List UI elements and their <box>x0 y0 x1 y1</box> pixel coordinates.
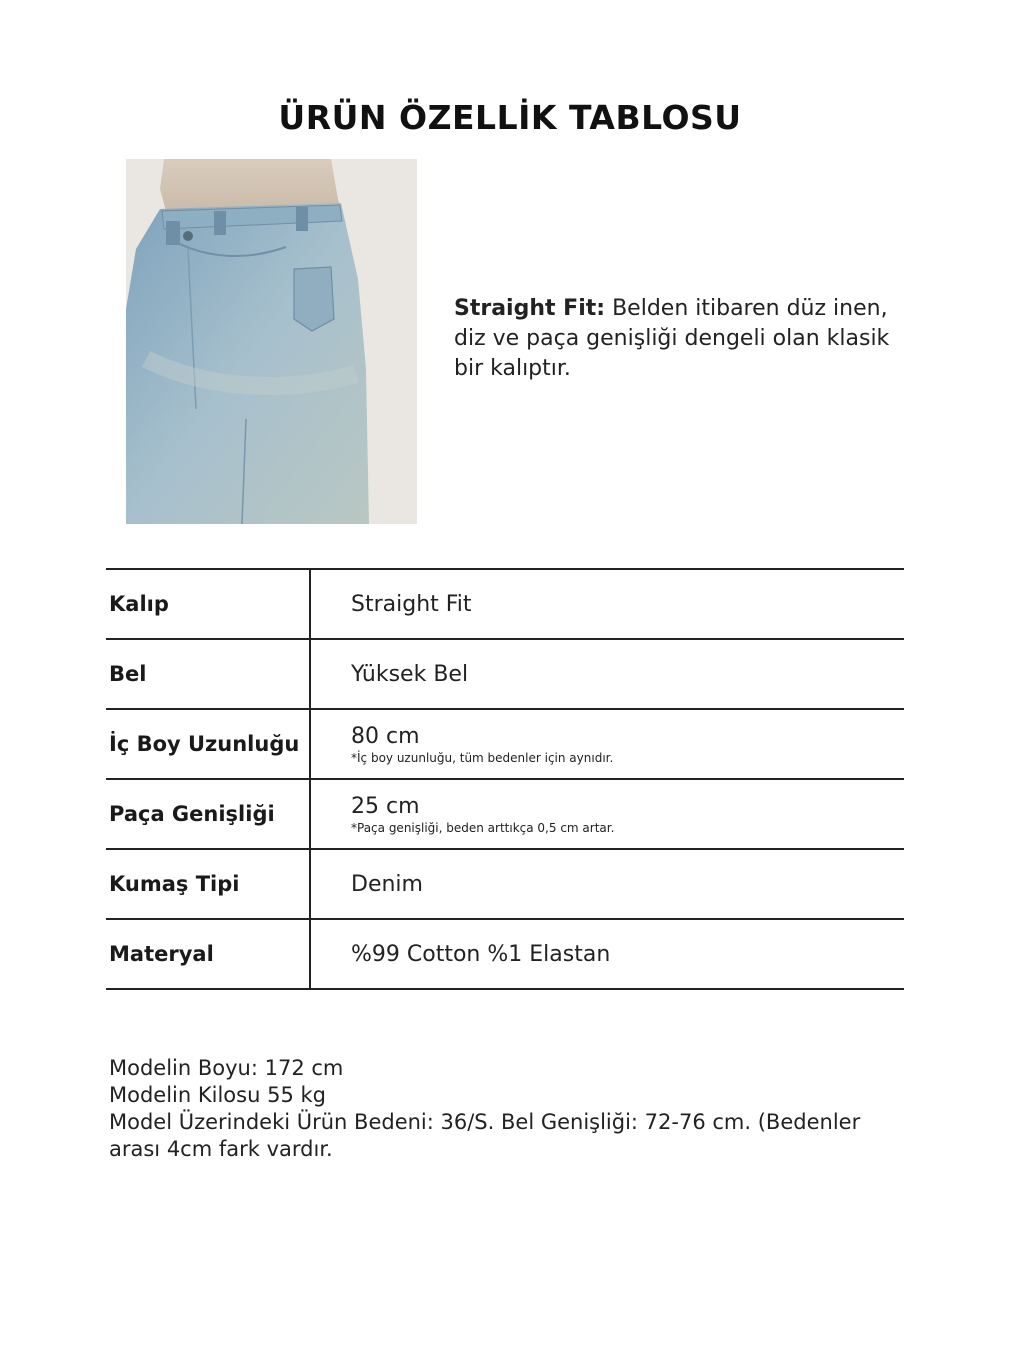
model-weight: Modelin Kilosu 55 kg <box>109 1083 326 1107</box>
product-photo <box>126 159 417 524</box>
fit-description <box>454 294 904 384</box>
spec-row-paca <box>106 779 904 849</box>
fit-description-lead: Straight Fit: <box>454 296 606 321</box>
spec-table <box>106 568 904 990</box>
fit-description-text: Belden itibaren düz inen, diz ve paça genişliği dengeli olan klasik bir kalıptır. <box>454 296 890 381</box>
spec-note: *Paça genişliği, beden arttıkça 0,5 cm artar. <box>351 820 615 835</box>
spec-row-kalip <box>106 569 904 639</box>
spec-label: İç Boy Uzunluğu <box>106 709 310 779</box>
spec-label: Bel <box>106 639 310 709</box>
spec-label: Kumaş Tipi <box>106 849 310 919</box>
spec-value <box>310 569 904 639</box>
spec-row-bel <box>106 639 904 709</box>
spec-value-text: Yüksek Bel <box>351 661 469 687</box>
spec-note: *İç boy uzunluğu, tüm bedenler için aynıdır. <box>351 750 614 765</box>
spec-value <box>310 709 904 779</box>
spec-value <box>310 919 904 989</box>
spec-value-text: Straight Fit <box>351 591 472 617</box>
spec-value-text: 80 cm <box>351 723 420 749</box>
jeans-illustration <box>126 159 417 524</box>
model-info <box>109 1055 909 1163</box>
model-height: Modelin Boyu: 172 cm <box>109 1056 344 1080</box>
spec-row-materyal <box>106 919 904 989</box>
spec-value <box>310 779 904 849</box>
spec-value <box>310 639 904 709</box>
model-size: Model Üzerindeki Ürün Bedeni: 36/S. Bel Genişliği: 72-76 cm. (Bedenler arası 4cm fark vardır. <box>109 1110 861 1161</box>
spec-label: Kalıp <box>106 569 310 639</box>
page-title: ÜRÜN ÖZELLİK TABLOSU <box>278 98 742 137</box>
spec-value-text: 25 cm <box>351 793 420 819</box>
spec-value-text: Denim <box>351 871 423 897</box>
spec-value-text: %99 Cotton %1 Elastan <box>351 941 611 967</box>
spec-label: Paça Genişliği <box>106 779 310 849</box>
spec-value <box>310 849 904 919</box>
spec-row-kumas <box>106 849 904 919</box>
spec-label: Materyal <box>106 919 310 989</box>
spec-row-ic-boy <box>106 709 904 779</box>
